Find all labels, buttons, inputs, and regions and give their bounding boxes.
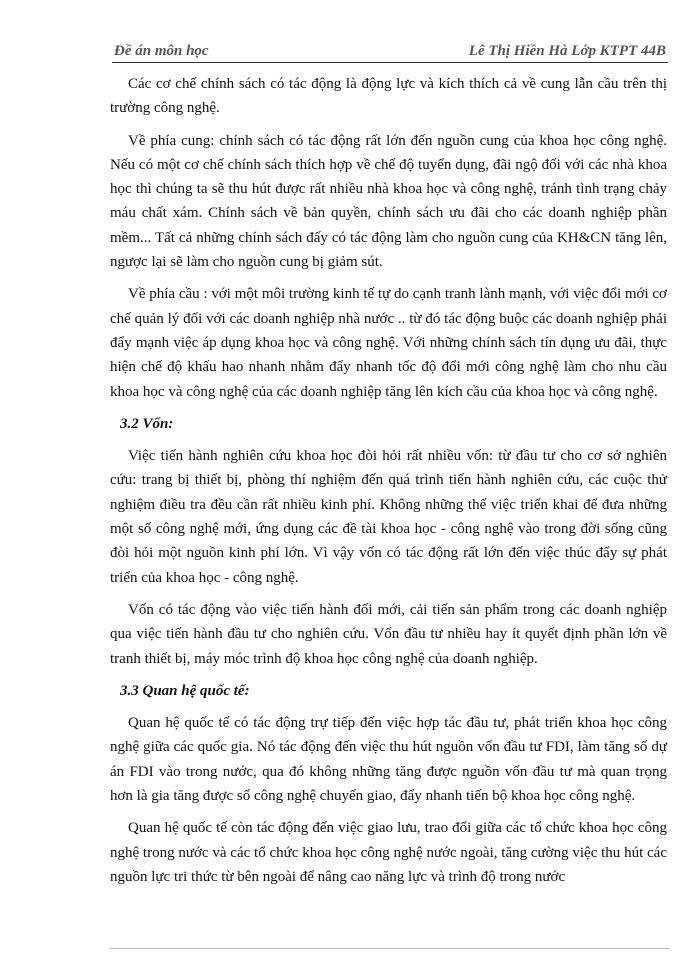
paragraph-international-fdi: Quan hệ quốc tế có tác động trự tiếp đến việc hợp tác đầu tư, phát triển khoa học công nghệ giữa các quốc gia. Nó tác động đến việc thu hút nguồn vốn đầu tư FDI, làm tăng số dự án FDI vào trong nước, qua đó không những tăng được nguồn vốn đầu tư mà quan trọng hơn là gia tăng được số công nghệ chuyển giao, đẩy nhanh tiến bộ khoa học công nghệ.: [110, 715, 667, 805]
section-heading-international: 3.3 Quan hệ quốc tế:: [120, 682, 250, 699]
header-author-class: Lê Thị Hiền Hà Lớp KTPT 44B: [468, 43, 666, 59]
header-divider: [112, 62, 668, 63]
page-header: [114, 36, 666, 60]
paragraph-supply-side: Về phía cung: chính sách có tác động rất lớn đến nguồn cung của khoa học công nghệ. Nếu có một cơ chế chính sách thích hợp về chế độ tuyển dụng, đãi ngộ đối với các nhà khoa học thì chúng ta sẽ thu hút được rất nhiều nhà khoa học và công nghệ, tránh tình trạng chảy máu chất xám. Chính sách về bản quyền, chính sách ưu đãi cho các doanh nghiệp phần mềm... Tất cả những chính sách đấy có tác động làm cho nguồn cung của KH&CN tăng lên, ngược lại sẽ làm cho nguồn cung bị giảm sút.: [110, 132, 667, 271]
section-heading-capital: 3.2 Vốn:: [120, 415, 174, 432]
paragraph-policy-intro: Các cơ chế chính sách có tác động là động lực và kích thích cả về cung lẫn cầu trên thị trường công nghệ.: [110, 76, 667, 117]
paragraph-demand-side: Về phía cầu : với một môi trường kinh tế tự do cạnh tranh lành mạnh, với việc đổi mới cơ chế quản lý đối với các doanh nghiệp nhà nước .. từ đó tác động buộc các doanh nghiệp phải đẩy mạnh việc áp dụng khoa học và công nghệ. Với những chính sách tín dụng ưu đãi, thực hiện chế độ khấu hao nhanh nhằm đẩy nhanh tốc độ đổi mới công nghệ làm cho nhu cầu khoa học và công nghệ của các doanh nghiệp tăng lên kích cầu của khoa học và công nghệ.: [110, 286, 667, 400]
paragraph-capital-investment: Vốn có tác động vào việc tiến hành đổi mới, cải tiến sản phẩm trong các doanh nghiệp qua việc tiến hành đầu tư cho nghiên cứu. Vốn đầu tư nhiều hay ít quyết định phần lớn về tranh thiết bị, máy móc trình độ khoa học công nghệ của doanh nghiệp.: [110, 601, 667, 667]
header-course-title: Đề án môn học: [114, 43, 209, 59]
paragraph-international-exchange: Quan hệ quốc tế còn tác động đến việc giao lưu, trao đổi giữa các tổ chức khoa học công nghệ trong nước và các tổ chức khoa học công nghệ nước ngoài, tăng cường việc thu hút các nguồn lực tri thức từ bên ngoài để nâng cao năng lực và trình độ trong nước: [110, 820, 667, 885]
page-bottom-edge: [110, 948, 670, 949]
document-body: [110, 72, 667, 897]
paragraph-capital-research: Việc tiến hành nghiên cứu khoa học đòi hỏi rất nhiều vốn: từ đầu tư cho cơ sở nghiên cứu: trang bị thiết bị, phòng thí nghiệm đến quá trình tiến hành nghiên cứu, các cuộc thử nghiệm điều tra đều cần rất nhiều kinh phí. Không những thế việc triển khai để đưa những một số công nghệ mới, ứng dụng các đề tài khoa học - công nghệ vào trong đời sống cũng đòi hỏi một nguồn kinh phí lớn. Vì vậy vốn có tác động rất lớn đến việc thúc đẩy sự phát triển của khoa học - công nghệ.: [110, 448, 667, 586]
